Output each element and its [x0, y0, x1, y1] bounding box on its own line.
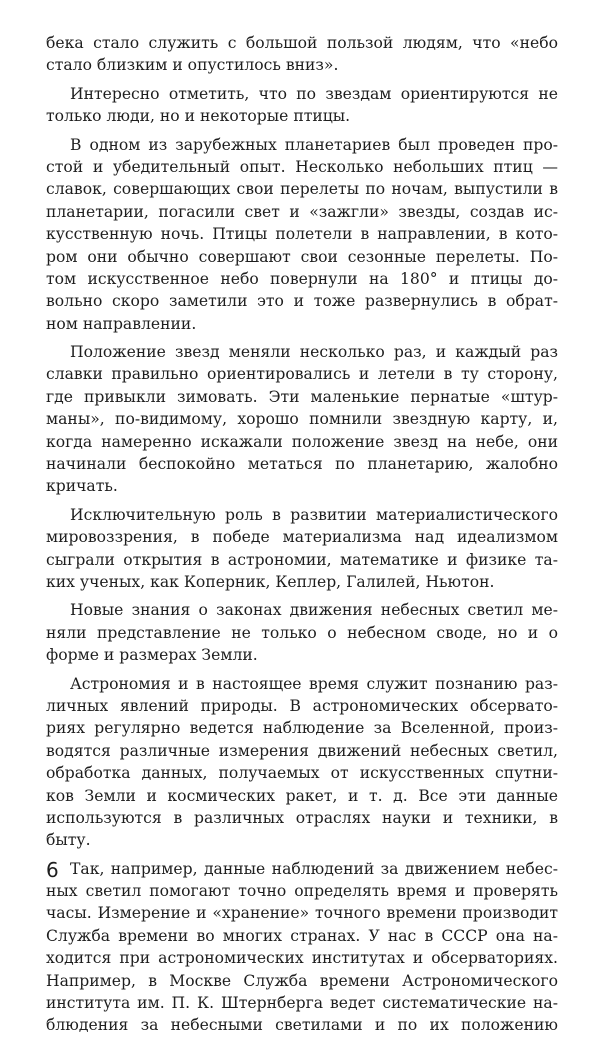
- text-line: ходится при астрономических институтах и обсерваториях.: [46, 949, 558, 968]
- paragraph: [46, 599, 558, 666]
- text-line: ром они обычно совершают свои сезонные перелеты. По-: [46, 247, 558, 266]
- text-line: риях регулярно ведется наблюдение за Вселенной, произ-: [46, 719, 558, 738]
- text-line: быту.: [46, 831, 91, 850]
- text-line: кусственную ночь. Птицы полетели в направлении, в кото-: [46, 225, 558, 244]
- paragraph: [46, 134, 558, 336]
- text-line: вольно скоро заметили это и тоже развернулись в обрат-: [46, 292, 558, 311]
- page-number: 6: [46, 858, 59, 882]
- text-line: Астрономия и в настоящее время служит познанию раз-: [70, 674, 558, 693]
- text-line: няли представление не только о небесном своде, но и о: [46, 623, 558, 642]
- text-line: Служба времени во многих странах. У нас в СССР она на-: [46, 926, 558, 945]
- text-line: когда намеренно искажали положение звезд на небе, они: [46, 432, 558, 451]
- paragraph: [46, 83, 558, 128]
- page-text-body: [46, 32, 558, 1043]
- text-line: Например, в Москве Служба времени Астрономического: [46, 971, 558, 990]
- text-line: стало близким и опустилось вниз».: [46, 56, 339, 75]
- text-line: начинали беспокойно метаться по планетарию, жалобно: [46, 455, 558, 474]
- text-line: ных светил помогают точно определять время и проверять: [46, 882, 558, 901]
- text-line: славок, совершающих свои перелеты по ночам, выпустили в: [46, 180, 558, 199]
- text-line: стой и убедительный опыт. Несколько небольших птиц —: [46, 157, 558, 176]
- paragraph: [46, 673, 558, 852]
- text-line: используются в различных отраслях науки и техники, в: [46, 808, 558, 827]
- text-line: личных явлений природы. В астрономических обсервато-: [46, 696, 558, 715]
- text-line: ков Земли и космических ракет, и т. д. Все эти данные: [46, 786, 558, 805]
- text-line: Новые знания о законах движения небесных светил ме-: [70, 601, 558, 620]
- text-line: часы. Измерение и «хранение» точного времени производит: [46, 904, 558, 923]
- text-line: маны», по-видимому, хорошо помнили звездную карту, и,: [46, 410, 558, 429]
- text-line: блюдения за небесными светилами и по их положению: [46, 1016, 558, 1035]
- paragraph: [46, 341, 558, 498]
- text-line: В одном из зарубежных планетариев был проведен про-: [70, 135, 558, 154]
- text-line: института им. П. К. Штернберга ведет систематические на-: [46, 994, 558, 1013]
- paragraph: [46, 504, 558, 594]
- text-line: бека стало служить с большой пользой людям, что «небо: [46, 34, 558, 52]
- text-line: форме и размерах Земли.: [46, 646, 258, 665]
- text-line: Положение звезд меняли несколько раз, и каждый раз: [70, 343, 558, 362]
- text-line: мировоззрения, в победе материализма над идеализмом: [46, 528, 558, 547]
- text-line: славки правильно ориентировались и летели в ту сторону,: [46, 365, 558, 384]
- text-line: обработка данных, получаемых от искусственных спутни-: [46, 764, 558, 783]
- text-line: планетарии, погасили свет и «зажгли» звезды, создав ис-: [46, 202, 558, 221]
- text-line: ких ученых, как Коперник, Кеплер, Галилей, Ньютон.: [46, 572, 495, 591]
- text-line: где привыкли зимовать. Эти маленькие пернатые «штур-: [46, 387, 558, 406]
- paragraph: [46, 32, 558, 77]
- text-line: Так, например, данные наблюдений за движением небес-: [70, 859, 558, 878]
- text-line: только люди, но и некоторые птицы.: [46, 107, 351, 126]
- text-line: том искусственное небо повернули на 180° и птицы до-: [46, 269, 558, 288]
- text-line: ном направлении.: [46, 314, 197, 333]
- text-line: кричать.: [46, 477, 118, 496]
- text-line: сыграли открытия в астрономии, математике и физике та-: [46, 550, 558, 569]
- text-line: Интересно отметить, что по звездам ориентируются не: [70, 84, 558, 103]
- text-line: Исключительную роль в развитии материалистического: [70, 505, 558, 524]
- text-line: водятся различные измерения движений небесных светил,: [46, 741, 558, 760]
- paragraph: [46, 858, 558, 1037]
